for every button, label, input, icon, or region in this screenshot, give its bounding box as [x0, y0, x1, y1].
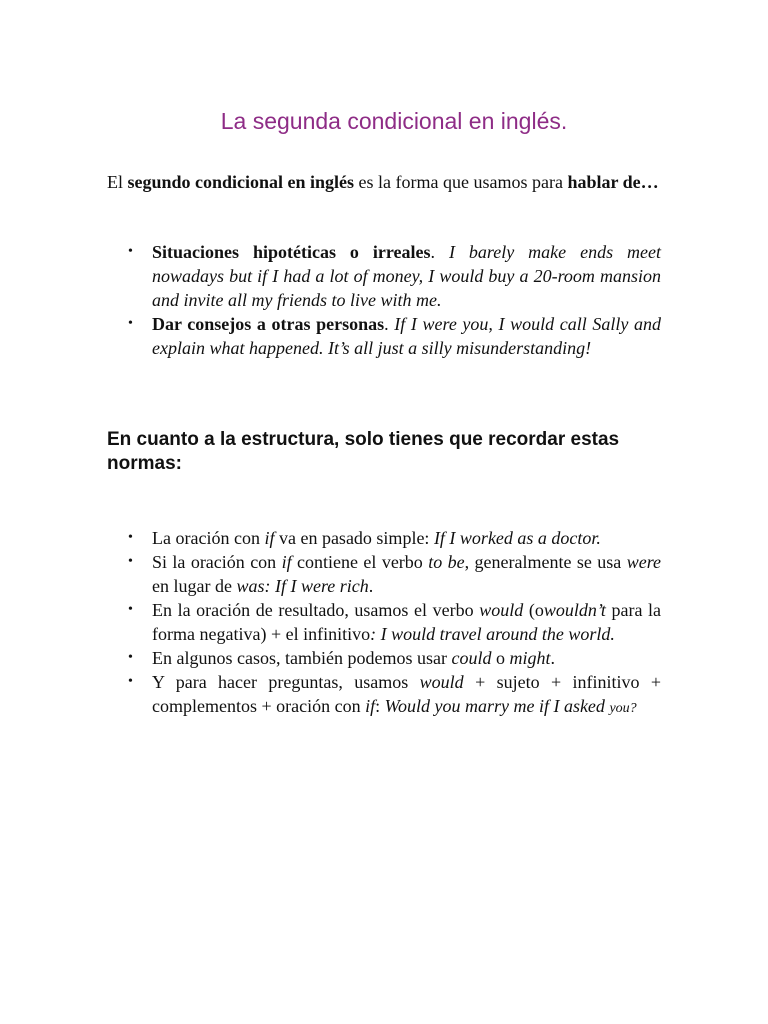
item-example: If I were you, I would call Sally and explain what happened. It’s all just a silly misunderstanding!: [152, 314, 662, 358]
italic-text: : I would travel around the world.: [370, 624, 615, 644]
bullet-icon: •: [128, 316, 133, 331]
text: La oración con: [152, 528, 260, 548]
text: .: [550, 648, 555, 668]
list-item: [107, 312, 661, 360]
item-sep: .: [384, 314, 389, 334]
italic-text: might: [509, 648, 551, 668]
text: Y para hacer preguntas, usamos: [152, 672, 409, 692]
italic-text: Would you marry me if I asked: [384, 696, 605, 716]
italic-text: if: [264, 528, 275, 548]
italic-text: if: [281, 552, 292, 572]
italic-text-small: you?: [609, 701, 637, 716]
bullet-icon: •: [128, 554, 133, 569]
text: Si la oración con: [152, 552, 277, 572]
text: :: [375, 696, 381, 716]
italic-text: could: [451, 648, 492, 668]
list-item: [107, 526, 661, 550]
text: , generalmente se usa: [464, 552, 622, 572]
item-bold: Situaciones hipotéticas o irreales: [152, 242, 431, 262]
bullet-icon: •: [128, 650, 133, 665]
italic-text: would: [479, 600, 524, 620]
intro-mid: es la forma que usamos para: [358, 172, 563, 192]
bullet-icon: •: [128, 530, 133, 545]
text: o: [495, 648, 505, 668]
italic-text: wouldn’t: [543, 600, 606, 620]
text: (o: [528, 600, 544, 620]
intro-pre: El: [107, 172, 123, 192]
italic-text: If I worked as a doctor.: [433, 528, 601, 548]
text: En la oración de resultado, usamos el verbo: [152, 600, 474, 620]
intro-bold-topic: hablar de…: [567, 172, 659, 192]
uses-list: [107, 240, 661, 360]
list-item: [107, 598, 661, 646]
text: va en pasado simple:: [278, 528, 430, 548]
intro-paragraph: [107, 170, 661, 194]
text: En algunos casos, también podemos usar: [152, 648, 447, 668]
bullet-icon: •: [128, 244, 133, 259]
list-item: [107, 670, 661, 721]
text: para la forma negativa) + el infinitivo: [152, 600, 662, 644]
italic-text: was: If I were rich: [236, 576, 369, 596]
text: contiene el verbo: [297, 552, 423, 572]
text: + sujeto + infinitivo + complementos + oración con: [152, 672, 662, 716]
italic-text: if: [365, 696, 376, 716]
bullet-icon: •: [128, 602, 133, 617]
list-item: [107, 646, 661, 670]
bullet-icon: •: [128, 674, 133, 689]
rules-list: [107, 526, 661, 721]
item-example: I barely make ends meet nowadays but if I had a lot of money, I would buy a 20-room mansion and invite all my friends to live with me.: [152, 242, 662, 310]
list-item: [107, 240, 661, 312]
intro-bold-term: segundo condicional en inglés: [127, 172, 355, 192]
italic-text: were: [626, 552, 662, 572]
italic-text: would: [419, 672, 464, 692]
document-title: La segunda condicional en inglés.: [220, 108, 568, 134]
structure-heading: En cuanto a la estructura, solo tienes que recordar estas normas:: [107, 429, 620, 474]
item-sep: .: [430, 242, 435, 262]
list-item: [107, 550, 661, 598]
italic-text: to be: [428, 552, 465, 572]
text: .: [368, 576, 374, 596]
text: en lugar de: [152, 576, 232, 596]
item-bold: Dar consejos a otras personas: [152, 314, 385, 334]
